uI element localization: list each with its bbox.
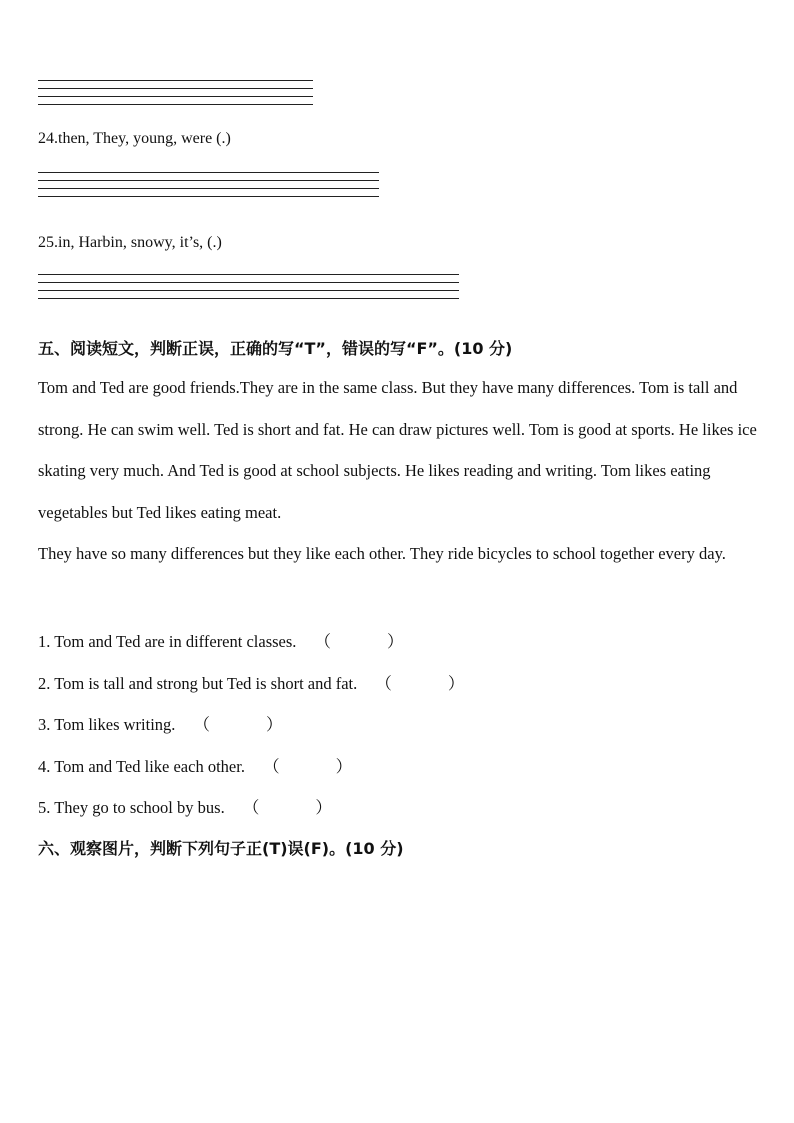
tf-item-text: 1. Tom and Ted are in different classes. (38, 632, 297, 651)
answer-blank[interactable] (194, 711, 283, 735)
passage-paragraph: They have so many differences but they like each other. They ride bicycles to school together every day. (38, 544, 726, 564)
paren-close: ） (387, 632, 404, 651)
tf-item (38, 753, 352, 777)
section-6-title: 六、观察图片，判断下列句子正(T)误(F)。(10 分) (38, 839, 404, 858)
answer-blank[interactable] (243, 794, 332, 818)
paren-open: （ (263, 757, 280, 776)
answer-line[interactable] (38, 180, 379, 181)
answer-line[interactable] (38, 188, 379, 189)
tf-item-text: 2. Tom is tall and strong but Ted is short and fat. (38, 674, 358, 693)
paren-open: （ (242, 798, 260, 817)
tf-item (38, 670, 464, 694)
answer-line[interactable] (38, 88, 313, 89)
paren-close: ） (315, 798, 332, 817)
answer-blank[interactable] (263, 753, 352, 777)
answer-line[interactable] (38, 80, 313, 81)
tf-item-text: 5. They go to school by bus. (38, 798, 225, 817)
answer-line[interactable] (38, 298, 459, 299)
answer-line[interactable] (38, 172, 379, 173)
question-25-number: 25. (38, 234, 58, 251)
tf-item (38, 711, 283, 735)
answer-line[interactable] (38, 196, 379, 197)
q24-answer-lines[interactable] (38, 172, 379, 204)
tf-item-text: 3. Tom likes writing. (38, 715, 176, 734)
question-24-number: 24. (38, 130, 58, 147)
answer-line[interactable] (38, 282, 459, 283)
question-24 (38, 130, 231, 148)
q25-answer-lines[interactable] (38, 274, 459, 306)
paren-open: （ (314, 632, 332, 651)
question-25 (38, 234, 222, 252)
reading-passage (38, 367, 758, 575)
paren-close: ） (447, 674, 465, 693)
paren-open: （ (193, 715, 211, 734)
q23-answer-lines[interactable] (38, 80, 313, 112)
answer-line[interactable] (38, 96, 313, 97)
answer-blank[interactable] (315, 628, 404, 652)
paren-close: ） (335, 757, 353, 776)
paren-close: ） (266, 715, 283, 734)
answer-line[interactable] (38, 290, 459, 291)
question-25-text: in, Harbin, snowy, it’s, (.) (58, 234, 222, 251)
section-5-title: 五、阅读短文，判断正误，正确的写“T”，错误的写“F”。(10 分) (38, 339, 513, 358)
passage-paragraph: Tom and Ted are good friends.They are in the same class. But they have many differences. Tom is tall and strong. He can swim well. Ted is short and fat. He can draw pictures well. Tom is good at sports. He likes ice skating very much. And Ted is good at school subjects. He likes reading and writing. Tom likes eating vegetables but Ted likes eating meat. (38, 378, 757, 522)
question-24-text: then, They, young, were (.) (58, 130, 231, 147)
paren-open: （ (375, 674, 392, 693)
answer-line[interactable] (38, 104, 313, 105)
answer-line[interactable] (38, 274, 459, 275)
answer-blank[interactable] (375, 670, 464, 694)
tf-item (38, 794, 332, 818)
tf-item (38, 628, 404, 652)
tf-item-text: 4. Tom and Ted like each other. (38, 757, 245, 776)
